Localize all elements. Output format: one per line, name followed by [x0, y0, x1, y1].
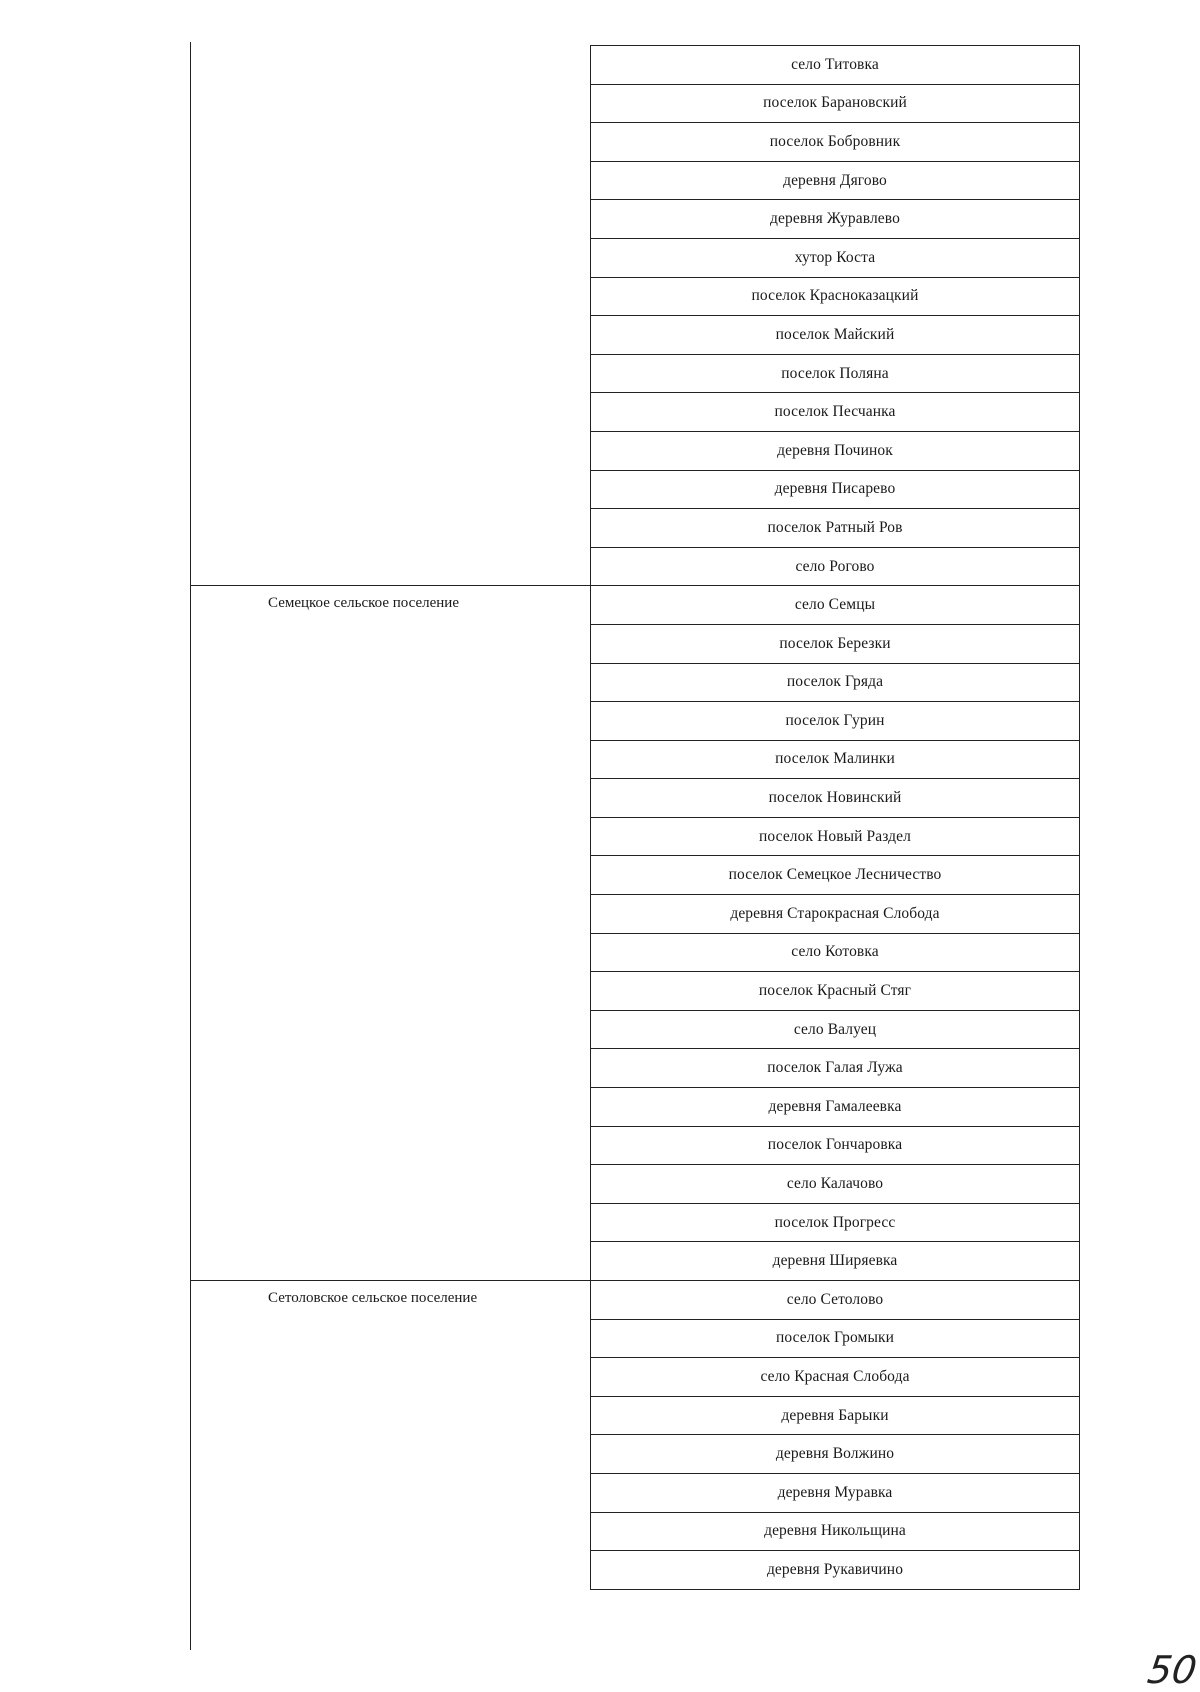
settlement-cell: хутор Коста	[591, 238, 1079, 277]
settlement-cell: поселок Красноказацкий	[591, 277, 1079, 316]
settlement-cell: поселок Поляна	[591, 354, 1079, 393]
municipality-column-border	[190, 42, 191, 1650]
settlement-cell: деревня Гамалеевка	[591, 1087, 1079, 1126]
settlement-cell: поселок Галая Лужа	[591, 1048, 1079, 1087]
settlement-cell: деревня Волжино	[591, 1434, 1079, 1473]
municipality-name: Семецкое сельское поселение	[268, 595, 459, 612]
settlement-cell: поселок Барановский	[591, 84, 1079, 123]
settlement-cell: деревня Журавлево	[591, 199, 1079, 238]
settlement-cell: деревня Дягово	[591, 161, 1079, 200]
settlement-cell: поселок Новый Раздел	[591, 817, 1079, 856]
settlement-cell: село Рогово	[591, 547, 1079, 586]
settlement-cell: поселок Гряда	[591, 663, 1079, 702]
settlement-cell: поселок Песчанка	[591, 392, 1079, 431]
settlement-cell: поселок Гончаровка	[591, 1126, 1079, 1165]
settlement-cell: поселок Малинки	[591, 740, 1079, 779]
settlement-cell: поселок Семецкое Лесничество	[591, 855, 1079, 894]
settlement-cell: село Семцы	[591, 585, 1079, 624]
settlement-cell: село Котовка	[591, 933, 1079, 972]
settlement-cell: село Валуец	[591, 1010, 1079, 1049]
settlement-cell: деревня Барыки	[591, 1396, 1079, 1435]
settlement-cell: поселок Березки	[591, 624, 1079, 663]
settlement-cell: поселок Майский	[591, 315, 1079, 354]
settlement-cell: поселок Новинский	[591, 778, 1079, 817]
municipality-name: Сетоловское сельское поселение	[268, 1290, 478, 1307]
settlement-cell: село Титовка	[591, 45, 1079, 84]
settlements-table	[590, 45, 1080, 1590]
municipality-separator	[190, 585, 590, 586]
settlement-cell: поселок Ратный Ров	[591, 508, 1079, 547]
settlement-cell: село Сетолово	[591, 1280, 1079, 1319]
settlement-cell: поселок Громыки	[591, 1319, 1079, 1358]
settlement-cell: деревня Ширяевка	[591, 1241, 1079, 1280]
settlement-cell: деревня Муравка	[591, 1473, 1079, 1512]
settlement-cell: село Красная Слобода	[591, 1357, 1079, 1396]
settlement-cell: деревня Никольщина	[591, 1512, 1079, 1551]
settlement-cell: поселок Бобровник	[591, 122, 1079, 161]
settlement-cell: деревня Писарево	[591, 470, 1079, 509]
settlement-cell: деревня Старокрасная Слобода	[591, 894, 1079, 933]
settlement-cell: село Калачово	[591, 1164, 1079, 1203]
settlement-cell: поселок Красный Стяг	[591, 971, 1079, 1010]
settlement-cell: поселок Прогресс	[591, 1203, 1079, 1242]
settlement-cell: поселок Гурин	[591, 701, 1079, 740]
settlement-cell: деревня Починок	[591, 431, 1079, 470]
municipality-separator	[190, 1280, 590, 1281]
settlement-cell: деревня Рукавичино	[591, 1550, 1079, 1589]
page-number: 50	[1144, 1648, 1200, 1692]
